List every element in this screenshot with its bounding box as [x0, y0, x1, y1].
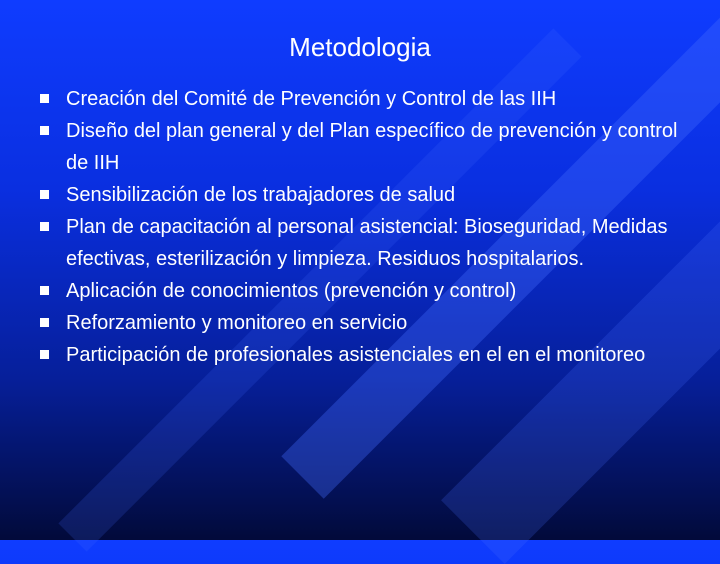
square-bullet-icon — [40, 126, 49, 135]
list-item — [38, 275, 678, 307]
square-bullet-icon — [40, 286, 49, 295]
list-item — [38, 339, 678, 371]
list-item — [38, 307, 678, 339]
list-item-text: Creación del Comité de Prevención y Control de las IIH — [66, 88, 557, 110]
square-bullet-icon — [40, 350, 49, 359]
list-item — [38, 179, 678, 211]
list-item — [38, 83, 678, 115]
square-bullet-icon — [40, 318, 49, 327]
square-bullet-icon — [40, 190, 49, 199]
square-bullet-icon — [40, 94, 49, 103]
list-item-text: Reforzamiento y monitoreo en servicio — [66, 312, 408, 334]
list-item-text: Plan de capacitación al personal asistencial: Bioseguridad, Medidas efectivas, esterilización y limpieza. Residuos hospitalarios. — [66, 216, 668, 270]
list-item — [38, 211, 678, 275]
list-item-text: Sensibilización de los trabajadores de salud — [66, 184, 456, 206]
list-item-text: Diseño del plan general y del Plan específico de prevención y control de IIH — [66, 120, 678, 174]
list-item — [38, 115, 678, 179]
square-bullet-icon — [40, 222, 49, 231]
slide-title: Metodologia — [289, 32, 431, 62]
bullet-list — [38, 83, 678, 371]
list-item-text: Participación de profesionales asistenciales en el en el monitoreo — [66, 344, 646, 366]
list-item-text: Aplicación de conocimientos (prevención y control) — [66, 280, 517, 302]
